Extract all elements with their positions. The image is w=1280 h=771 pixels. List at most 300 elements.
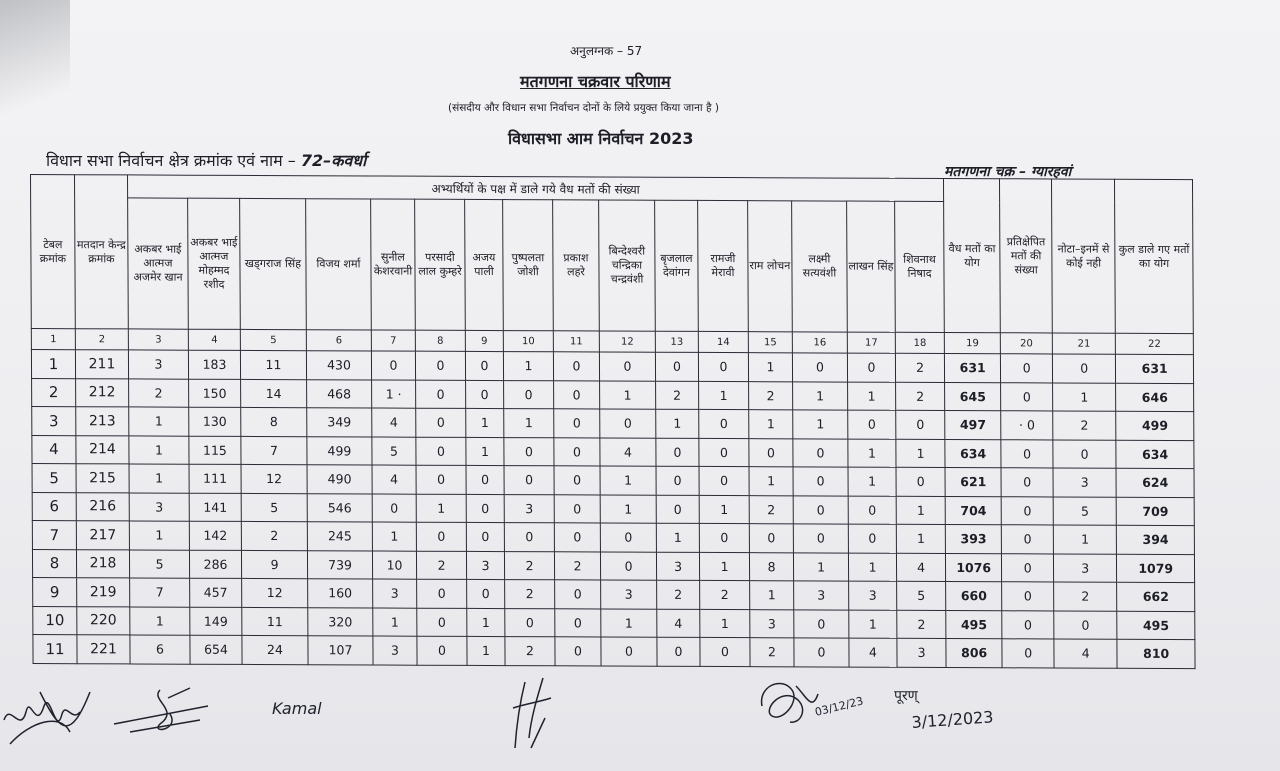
table-cell: 12 (241, 464, 307, 493)
table-cell: 2 (505, 580, 555, 609)
table-cell: 624 (1116, 468, 1194, 497)
table-cell: 2 (895, 353, 944, 382)
table-cell: 2 (897, 610, 946, 639)
header-candidate-5: खड्गराज सिंह (240, 198, 307, 329)
table-cell: 1 (31, 350, 75, 379)
table-cell: 490 (307, 465, 372, 494)
table-cell: 739 (307, 550, 372, 579)
table-cell: 1 (750, 581, 794, 610)
header-candidate-10: पुष्पलता जोशी (503, 200, 554, 331)
table-cell: 1 (699, 381, 749, 410)
table-cell: 499 (307, 436, 372, 465)
table-cell: 11 (240, 350, 306, 379)
table-cell: 221 (77, 635, 130, 664)
table-cell: 495 (1117, 611, 1195, 640)
column-number: 6 (306, 330, 371, 351)
table-cell: 211 (75, 350, 128, 379)
table-cell: 6 (130, 635, 190, 664)
table-cell: 1 (129, 464, 189, 493)
table-cell: 8 (749, 552, 793, 581)
header-candidate-9: अजय पाली (465, 199, 504, 330)
table-cell: 0 (699, 438, 749, 467)
table-cell: 8 (32, 549, 76, 578)
election-name: विधासभा आम निर्वाचन 2023 (508, 129, 694, 148)
signature-4 (495, 668, 565, 758)
table-cell: 7 (130, 578, 190, 607)
table-cell: 220 (77, 606, 130, 635)
table-cell: 2 (504, 551, 554, 580)
table-cell: 5 (129, 549, 189, 578)
table-cell: 660 (946, 582, 1002, 611)
column-number: 13 (655, 331, 698, 352)
table-cell: 286 (189, 550, 241, 579)
table-cell: 3 (373, 636, 417, 665)
table-cell: 0 (600, 551, 656, 580)
column-number: 14 (698, 331, 748, 352)
table-cell: 0 (1001, 468, 1053, 497)
table-cell: 1 (129, 407, 189, 436)
table-cell: 1076 (946, 553, 1002, 582)
table-cell: 0 (599, 352, 655, 381)
signature-2 (110, 680, 220, 740)
table-cell: 218 (76, 549, 129, 578)
table-cell: 393 (945, 524, 1001, 553)
table-cell: 0 (553, 352, 599, 381)
table-cell: 0 (417, 608, 467, 637)
table-cell: 0 (848, 410, 896, 439)
table-cell: 3 (32, 407, 76, 436)
table-cell: 0 (793, 467, 848, 496)
column-number: 2 (75, 329, 128, 350)
document-subtitle: (संसदीय और विधान सभा निर्वाचन दोनों के लिये प्रयुक्त किया जाना है ) (448, 102, 719, 114)
table-cell: 0 (504, 437, 554, 466)
table-cell: 1 (699, 495, 749, 524)
table-cell: 0 (749, 438, 793, 467)
table-cell: 0 (1001, 382, 1053, 411)
constituency-line (46, 149, 366, 171)
table-cell: 1 (129, 521, 189, 550)
table-cell: 0 (465, 351, 503, 380)
table-cell: 0 (600, 523, 656, 552)
annexure-number: अनुलग्नक – 57 (570, 44, 643, 58)
column-number: 10 (503, 331, 553, 352)
table-cell: 245 (307, 522, 372, 551)
table-cell: 1 (503, 352, 553, 381)
table-cell: 0 (1002, 582, 1054, 611)
table-cell: 546 (307, 493, 372, 522)
signature-6-date: 3/12/2023 (910, 707, 995, 732)
table-cell: 1 (848, 382, 896, 411)
table-cell: 1 (896, 496, 945, 525)
table-cell: 1 (504, 409, 554, 438)
table-cell: 1 (1053, 382, 1116, 411)
table-cell: 0 (656, 438, 699, 467)
header-candidate-3: अकबर भाई आत्मज अजमेर खान (128, 198, 189, 329)
table-cell: 10 (372, 550, 416, 579)
table-cell: 0 (657, 637, 700, 666)
table-cell: 0 (555, 608, 601, 637)
header-candidate-17: लाखन सिंह (847, 201, 896, 332)
table-cell: 1 (896, 524, 945, 553)
table-cell: 430 (306, 351, 371, 380)
table-cell: 4 (372, 408, 416, 437)
results-table-wrapper (30, 174, 1195, 669)
table-cell: 1 (848, 439, 896, 468)
table-cell: 704 (945, 496, 1001, 525)
table-cell: 1 (373, 608, 417, 637)
table-cell: 0 (554, 380, 600, 409)
table-cell: 3 (466, 551, 504, 580)
table-cell: 1 (600, 494, 656, 523)
table-row (33, 635, 1195, 669)
table-cell: 4 (1054, 639, 1117, 668)
signature-3-text: Kamal (272, 699, 322, 718)
table-cell: 0 (417, 636, 467, 665)
header-candidate-6: विजय शर्मा (306, 199, 372, 330)
header-candidate-8: परसादी लाल कुम्हरे (415, 199, 466, 330)
table-cell: 2 (750, 638, 794, 667)
table-cell: 217 (76, 521, 129, 550)
header-candidates-group: अभ्यर्थियों के पक्ष में डाले गये वैध मतों की संख्या (128, 175, 944, 202)
table-cell: 662 (1117, 582, 1195, 611)
table-cell: 107 (308, 636, 373, 665)
table-cell: 0 (1002, 610, 1054, 639)
table-cell: 497 (945, 410, 1001, 439)
table-cell: 0 (416, 522, 466, 551)
table-cell: 3 (373, 579, 417, 608)
table-cell: 9 (241, 550, 307, 579)
signature-3 (268, 686, 338, 726)
table-cell: 0 (555, 637, 601, 666)
table-cell: 0 (554, 437, 600, 466)
table-cell: 5 (241, 493, 307, 522)
table-cell: 7 (32, 521, 76, 550)
table-cell: 2 (896, 382, 945, 411)
table-cell: 631 (1116, 354, 1194, 383)
document-title: मतगणना चक्रवार परिणाम (520, 72, 671, 91)
table-cell: 0 (698, 352, 748, 381)
table-cell: 1 (372, 522, 416, 551)
table-cell: 5 (32, 464, 76, 493)
table-cell: 0 (655, 352, 698, 381)
table-cell: 1 (466, 408, 504, 437)
table-cell: 1 (130, 606, 190, 635)
table-cell: 1 (793, 552, 848, 581)
table-cell: 0 (699, 523, 749, 552)
table-cell: 160 (308, 579, 373, 608)
table-cell: 0 (1001, 354, 1053, 383)
header-candidate-15: राम लोचन (748, 201, 793, 332)
table-cell: 0 (847, 353, 895, 382)
table-cell: 0 (794, 609, 849, 638)
table-cell: 216 (76, 492, 129, 521)
table-cell: 0 (371, 351, 415, 380)
header-valid-total: वैध मतों का योग (944, 178, 1001, 332)
header-table-no: टेबल क्रमांक (31, 175, 76, 329)
results-table (30, 174, 1196, 669)
table-cell: 1 (699, 552, 749, 581)
table-cell: 2 (1053, 411, 1116, 440)
table-cell: 0 (1002, 553, 1054, 582)
table-cell: 709 (1116, 497, 1194, 526)
table-cell: 0 (656, 495, 699, 524)
table-cell: 1 (749, 410, 793, 439)
signature-6 (888, 676, 1038, 746)
table-cell: 0 (554, 409, 600, 438)
table-cell: 1 (793, 381, 848, 410)
table-cell: 0 (504, 380, 554, 409)
table-cell: 1 (600, 466, 656, 495)
table-cell: 11 (242, 607, 308, 636)
table-cell: 4 (600, 437, 656, 466)
header-candidate-7: सुनील केशरवानी (371, 199, 416, 330)
column-number: 17 (847, 332, 895, 353)
table-cell: 3 (1053, 468, 1116, 497)
table-cell: 2 (1054, 582, 1117, 611)
table-cell: 150 (189, 379, 241, 408)
table-cell: 1 (748, 353, 792, 382)
table-cell: 0 (416, 437, 466, 466)
table-cell: 3 (750, 609, 794, 638)
table-cell: 2 (505, 637, 555, 666)
table-cell: 0 (415, 351, 465, 380)
table-cell: 5 (372, 436, 416, 465)
table-cell: 3 (601, 580, 657, 609)
table-cell: 4 (32, 435, 76, 464)
table-cell: 14 (241, 379, 307, 408)
table-cell: 4 (896, 553, 945, 582)
table-cell: 0 (792, 353, 847, 382)
table-cell: 219 (77, 578, 130, 607)
table-cell: 2 (656, 381, 699, 410)
table-cell: 0 (417, 579, 467, 608)
table-cell: 213 (76, 407, 129, 436)
table-cell: 0 (1001, 496, 1053, 525)
table-cell: 0 (416, 465, 466, 494)
table-cell: 0 (600, 409, 656, 438)
table-cell: 1 (416, 494, 466, 523)
table-cell: 7 (241, 436, 307, 465)
column-number: 7 (371, 330, 415, 351)
table-cell: 212 (76, 378, 129, 407)
table-cell: 0 (372, 493, 416, 522)
table-cell: 1 (466, 437, 504, 466)
table-cell: 3 (656, 552, 699, 581)
table-cell: 1 (467, 608, 505, 637)
table-cell: 2 (700, 580, 750, 609)
table-cell: 0 (504, 523, 554, 552)
table-cell: 0 (896, 410, 945, 439)
table-cell: 1 (467, 636, 505, 665)
column-number: 4 (188, 329, 240, 350)
table-cell: 0 (656, 466, 699, 495)
table-cell: 4 (657, 609, 700, 638)
table-cell: 141 (189, 493, 241, 522)
table-cell: 1 (656, 523, 699, 552)
table-cell: 2 (749, 495, 793, 524)
table-cell: 3 (129, 492, 189, 521)
table-cell: 0 (1054, 610, 1117, 639)
column-number: 18 (895, 332, 944, 353)
table-cell: 1 (749, 467, 793, 496)
header-candidate-16: लक्ष्मी सत्यवंशी (792, 201, 848, 332)
table-cell: 3 (849, 581, 897, 610)
signature-6-name: पूरण् (894, 688, 918, 704)
table-cell: 1 (600, 380, 656, 409)
column-number: 15 (748, 332, 792, 353)
column-number: 3 (128, 329, 188, 350)
table-cell: 806 (946, 639, 1002, 668)
table-cell: 0 (848, 524, 896, 553)
table-cell: 1 · (372, 379, 416, 408)
table-cell: 0 (416, 408, 466, 437)
table-cell: 0 (1001, 439, 1053, 468)
table-cell: 495 (946, 610, 1002, 639)
column-number: 16 (792, 332, 847, 353)
table-cell: 0 (554, 494, 600, 523)
table-cell: 0 (466, 465, 504, 494)
table-cell: 0 (466, 380, 504, 409)
header-rejected: प्रतिक्षेपित मतों की संख्या (1000, 179, 1053, 333)
column-number: 22 (1115, 333, 1193, 354)
table-cell: 2 (129, 378, 189, 407)
table-cell: 115 (189, 436, 241, 465)
table-cell: 2 (241, 521, 307, 550)
column-number: 5 (240, 329, 306, 350)
column-number: 1 (31, 329, 75, 350)
table-cell: 645 (945, 382, 1001, 411)
table-cell: 0 (416, 380, 466, 409)
table-cell: 2 (749, 381, 793, 410)
table-cell: 0 (793, 524, 848, 553)
table-cell: 0 (793, 438, 848, 467)
header-total-polled: कुल डाले गए मतों का योग (1115, 179, 1194, 333)
table-cell: 4 (372, 465, 416, 494)
signature-5 (752, 666, 892, 736)
table-cell: 10 (33, 606, 77, 635)
table-cell: 631 (945, 353, 1001, 382)
table-cell: 1 (656, 409, 699, 438)
table-cell: 394 (1116, 525, 1194, 554)
table-cell: 5 (897, 581, 946, 610)
table-cell: 654 (190, 635, 242, 664)
table-cell: 1 (849, 610, 897, 639)
table-cell: 0 (793, 495, 848, 524)
table-cell: 149 (190, 607, 242, 636)
table-cell: 349 (307, 408, 372, 437)
table-cell: 0 (601, 637, 657, 666)
table-cell: 214 (76, 435, 129, 464)
table-cell: 0 (1053, 439, 1116, 468)
table-cell: 0 (700, 637, 750, 666)
table-cell: 2 (554, 551, 600, 580)
table-cell: 6 (32, 492, 76, 521)
header-booth-no: मतदान केन्द्र क्रमांक (75, 175, 129, 329)
signature-5-date: 03/12/23 (813, 694, 865, 719)
table-cell: 1 (601, 608, 657, 637)
table-cell: 12 (242, 578, 308, 607)
table-cell: 3 (897, 638, 946, 667)
table-cell: 0 (554, 466, 600, 495)
column-number: 12 (599, 331, 655, 352)
header-nota: नोटा–इनमें से कोई नही (1052, 179, 1116, 333)
table-cell: 0 (466, 494, 504, 523)
table-cell: 2 (416, 551, 466, 580)
constituency-label: विधान सभा निर्वाचन क्षेत्र क्रमांक एवं नाम – (46, 151, 296, 170)
table-cell: 0 (505, 608, 555, 637)
table-cell: 0 (848, 496, 896, 525)
column-number: 11 (553, 331, 599, 352)
table-cell: 1079 (1117, 554, 1195, 583)
table-cell: 130 (189, 407, 241, 436)
table-cell: 634 (945, 439, 1001, 468)
table-cell: 468 (307, 379, 372, 408)
table-cell: 1 (793, 410, 848, 439)
table-cell: 142 (189, 521, 241, 550)
table-cell: 810 (1117, 639, 1195, 668)
table-cell: 0 (554, 523, 600, 552)
table-cell: 1 (848, 553, 896, 582)
table-cell: · 0 (1001, 411, 1053, 440)
table-cell: 3 (128, 350, 188, 379)
table-cell: 1 (848, 467, 896, 496)
column-number: 9 (465, 330, 503, 351)
table-cell: 183 (188, 350, 240, 379)
table-cell: 215 (76, 464, 129, 493)
header-candidate-12: बिन्देश्वरी चन्द्रिका चन्द्रवंशी (599, 200, 656, 331)
table-cell: 2 (32, 378, 76, 407)
table-cell: 0 (749, 524, 793, 553)
table-cell: 11 (33, 635, 77, 664)
table-cell: 0 (1053, 354, 1116, 383)
table-cell: 457 (190, 578, 242, 607)
table-cell: 499 (1116, 411, 1194, 440)
table-cell: 5 (1053, 496, 1116, 525)
table-cell: 1 (1053, 525, 1116, 554)
constituency-value: 72–कवर्धा (300, 151, 367, 170)
table-cell: 0 (896, 467, 945, 496)
table-cell: 9 (33, 578, 77, 607)
header-candidate-14: रामजी मेरावी (698, 200, 749, 331)
table-cell: 3 (504, 494, 554, 523)
column-number: 21 (1052, 333, 1115, 354)
counting-round: मतगणना चक्र – ग्यारहवां (944, 164, 1072, 180)
table-cell: 4 (849, 638, 897, 667)
header-candidate-4: अकबर भाई आत्मज मोहम्मद रशीद (188, 198, 241, 329)
table-cell: 320 (308, 607, 373, 636)
table-cell: 3 (794, 581, 849, 610)
table-cell: 0 (699, 409, 749, 438)
table-cell: 621 (945, 467, 1001, 496)
table-cell: 0 (699, 466, 749, 495)
header-candidate-13: बृजलाल देवांगन (655, 200, 699, 331)
column-number: 19 (944, 332, 1000, 353)
table-cell: 0 (504, 466, 554, 495)
table-cell: 24 (242, 635, 308, 664)
header-candidate-18: शिवनाथ निषाद (895, 201, 945, 332)
table-cell: 0 (1001, 525, 1053, 554)
table-cell: 3 (1054, 553, 1117, 582)
table-cell: 1 (896, 439, 945, 468)
table-cell: 0 (467, 579, 505, 608)
table-cell: 0 (1002, 639, 1054, 668)
table-cell: 8 (241, 407, 307, 436)
table-cell: 0 (555, 580, 601, 609)
table-cell: 1 (129, 435, 189, 464)
table-cell: 0 (466, 522, 504, 551)
header-candidate-11: प्रकाश लहरे (553, 200, 600, 331)
column-number: 20 (1000, 333, 1052, 354)
